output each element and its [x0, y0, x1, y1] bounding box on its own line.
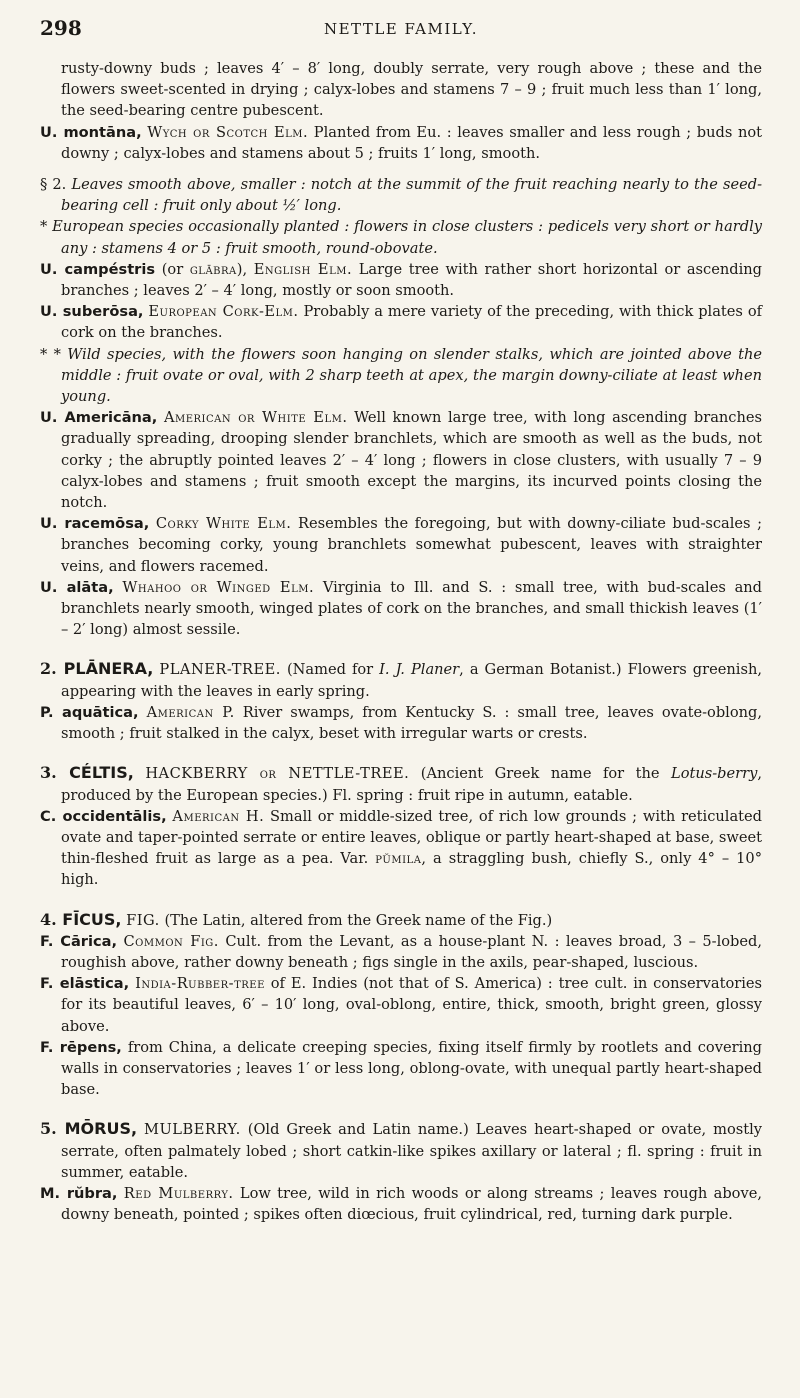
common-name: HACKBERRY or NETTLE-TREE. [145, 765, 410, 783]
paragraph-p10 [40, 658, 762, 701]
paragraph-p14 [40, 909, 762, 931]
paragraph-p12 [40, 762, 762, 805]
text-run: Resembles the foregoing, but with downy-ciliate bud-scales ; branches becoming corky, young branchlets somewhat pubescent, leaves with straighter veins, and flowers racemed. [61, 515, 762, 575]
common-name: pŭmila [375, 850, 422, 868]
text-run: Small or middle-sized tree, of rich low grounds ; with reticulated ovate and taper-pointed serrate or entire leaves, oblique or partly heart-shaped at base, sweet thin-fleshed fruit as large as a pea. Var. [61, 807, 763, 868]
species-name: U. alāta, [40, 578, 114, 596]
text-run: Cult. from the Levant, as a house-plant N. : leaves broad, 3 – 5-lobed, roughish above, rather downy beneath ; figs single in the axils, pear-shaped, luscious. [61, 932, 763, 971]
paragraph-p19 [40, 1183, 762, 1225]
common-name: PLANER-TREE. [159, 661, 281, 679]
italic-text: I. J. Planer [379, 661, 460, 679]
text-run: Low tree, wild in rich woods or along streams ; leaves rough above, downy beneath, pointed ; spikes often diœcious, fruit cylindrical, red, turning dark purple. [61, 1184, 762, 1224]
common-name: Whahoo or Winged Elm. [122, 578, 315, 596]
paragraph-p5 [40, 301, 762, 343]
species-name: P. aquātica, [40, 703, 139, 721]
italic-text: Wild species, with the flowers soon hanging on slender stalks, which are jointed above the middle : fruit ovate or oval, with 2 sharp teeth at apex, the margin downy-ciliate at least when young. [61, 345, 762, 406]
species-name: U. campéstris [40, 260, 156, 278]
species-name: F. rēpens, [40, 1038, 122, 1056]
italic-text: European species occasionally planted : flowers in close clusters : pedicels very short or hardly any : stamens 4 or 5 : fruit smooth, round-obovate. [52, 218, 762, 257]
text-run: Well known large tree, with long ascending branches gradually spreading, drooping slender branchlets, which are smooth as well as the buds, not corky ; the abruptly pointed leaves 2′ – 4′ long ; flowers in close clusters, with usually 7 – 9 calyx-lobes and stamens ; fruit smooth except the margins, its incurved points closing the notch. [61, 409, 762, 512]
species-name: U. montāna, [40, 123, 142, 141]
text-run: ), [236, 260, 254, 278]
common-name: Common Fig. [123, 932, 219, 950]
paragraph-p11 [40, 702, 762, 744]
italic-text: Leaves smooth above, smaller : notch at the summit of the fruit reaching nearly to the seed-bearing cell : fruit only about ½′ long. [61, 176, 762, 215]
text-run: (Ancient Greek name for the [409, 765, 672, 783]
running-head: NETTLE FAMILY. [323, 20, 478, 38]
text-run: § 2. [40, 176, 72, 194]
species-name: U. Americāna, [40, 409, 158, 427]
text-run: from China, a delicate creeping species, fixing itself firmly by rootlets and covering walls in conservatories ; leaves 1′ or less long, oblong-ovate, with unequal partly heart-shaped base. [61, 1038, 762, 1099]
paragraph-p3 [40, 216, 762, 258]
genus-name: PLĀNERA, [63, 659, 154, 679]
text-run [137, 1121, 144, 1138]
text-run: * [40, 218, 53, 236]
common-name: European Cork-Elm. [148, 303, 299, 321]
common-name: MULBERRY. [144, 1121, 241, 1139]
common-name: Red Mulberry. [123, 1184, 234, 1202]
paragraph-p15 [40, 931, 762, 973]
common-name: glābra [189, 260, 237, 278]
text-run: Probably a mere variety of the preceding, with thick plates of cork on the branches. [61, 303, 763, 342]
paragraph-p8 [40, 513, 762, 577]
body-text [40, 58, 762, 1225]
text-run [134, 765, 146, 782]
species-name: C. occidentālis, [40, 807, 167, 825]
common-name: American H. [172, 807, 265, 825]
italic-text: Lotus-berry [671, 765, 758, 783]
genus-number: 5. [40, 1119, 65, 1139]
species-name: F. elāstica, [40, 975, 130, 993]
paragraph-p17 [40, 1037, 762, 1101]
text-run: of E. Indies (not that of S. America) : tree cult. in conservatories for its beautiful leaves, 6′ – 10′ long, oval-oblong, entire, thick, smooth, bright green, glossy above. [61, 975, 763, 1035]
text-run [157, 409, 164, 426]
text-run: Large tree with rather short horizontal or ascending branches ; leaves 2′ – 4′ long, mostly or soon smooth. [61, 260, 762, 300]
text-run: (Named for [280, 661, 380, 679]
common-name: Corky White Elm. [155, 515, 292, 533]
text-run: Virginia to Ill. and S. : small tree, with bud-scales and branchlets nearly smooth, winged plates of cork on the branches, and small thickish leaves (1′ – 2′ long) almost sessile. [61, 578, 763, 639]
page-header [40, 16, 762, 42]
common-name: English Elm. [253, 260, 353, 278]
species-name: U. racemōsa, [40, 515, 150, 533]
paragraph-p2 [40, 174, 762, 216]
paragraph-p16 [40, 973, 762, 1037]
common-name: FIG. [126, 911, 160, 929]
paragraph-p18 [40, 1118, 762, 1183]
text-run: River swamps, from Kentucky S. : small tree, leaves ovate-oblong, smooth ; fruit stalked in the calyx, beset with irregular warts or crests. [61, 703, 762, 743]
common-name: American or White Elm. [163, 409, 348, 427]
paragraph-p6 [40, 344, 762, 408]
genus-name: FĪCUS, [62, 909, 122, 929]
species-name: F. Cārica, [40, 932, 118, 950]
text-run: (Old Greek and Latin name.) Leaves heart-shaped or ovate, mostly serrate, often palmately lobed ; short catkin-like spikes axillary or lateral ; fl. spring : fruit in summer, eatable. [61, 1121, 762, 1181]
paragraph-p1 [40, 122, 762, 164]
paragraph-p0 [40, 58, 762, 122]
paragraph-p9 [40, 577, 762, 641]
text-run [139, 704, 147, 721]
text-run: (The Latin, altered from the Greek name of the Fig.) [159, 911, 553, 929]
common-name: India-Rubber-tree [135, 975, 265, 993]
genus-name: CÉLTIS, [69, 763, 134, 783]
text-run: , a straggling bush, chiefly S., only 4° – 10° high. [61, 850, 762, 889]
paragraph-p4 [40, 259, 762, 301]
species-name: U. suberōsa, [40, 303, 144, 321]
page-number: 298 [40, 16, 82, 40]
genus-number: 3. [40, 763, 70, 783]
genus-number: 2. [40, 659, 64, 679]
text-run: Planted from Eu. : leaves smaller and less rough ; buds not downy ; calyx-lobes and stamens about 5 ; fruits 1′ long, smooth. [61, 123, 762, 162]
genus-name: MŌRUS, [64, 1119, 138, 1139]
common-name: American P. [146, 703, 235, 721]
text-run: , produced by the European species.) Fl. spring : fruit ripe in autumn, eatable. [61, 765, 762, 804]
paragraph-p13 [40, 806, 762, 891]
text-run: rusty-downy buds ; leaves 4′ – 8′ long, doubly serrate, very rough above ; these and the flowers sweet-scented in drying ; calyx-lobes and stamens 7 – 9 ; fruit much less than 1′ long, the seed-bearing centre pubescent. [61, 60, 762, 120]
text-run: (or [155, 260, 190, 278]
text-run: , a German Botanist.) Flowers greenish, appearing with the leaves in early spring. [61, 661, 762, 700]
genus-number: 4. [40, 909, 63, 929]
common-name: Wych or Scotch Elm. [147, 123, 309, 141]
text-run: * * [40, 345, 68, 363]
species-name: M. rŭbra, [40, 1184, 118, 1202]
paragraph-p7 [40, 407, 762, 513]
